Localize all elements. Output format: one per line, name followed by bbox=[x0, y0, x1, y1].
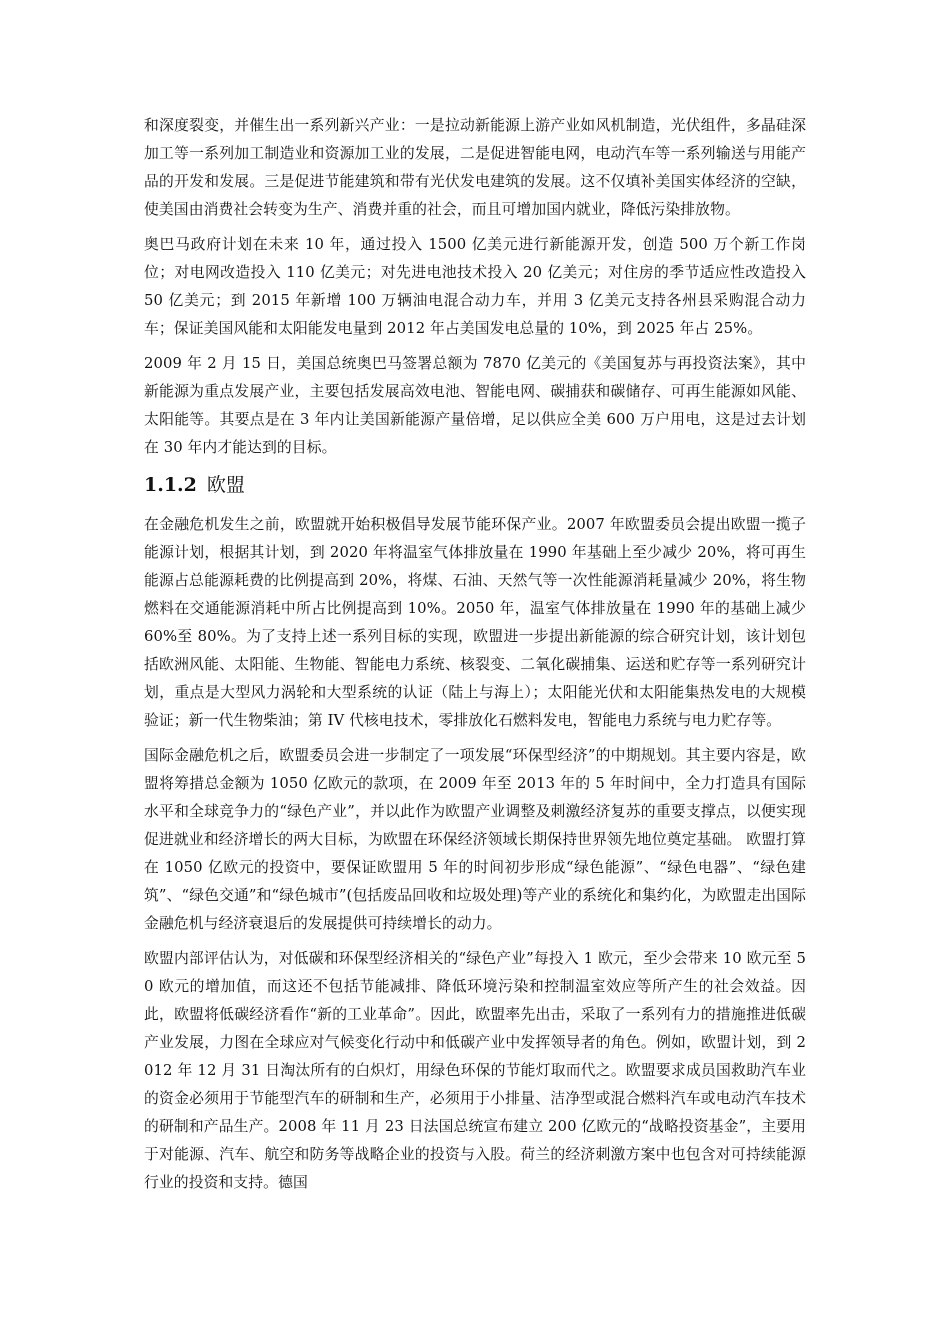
section-number: 1.1.2 bbox=[144, 474, 197, 496]
section-heading bbox=[144, 469, 806, 501]
paragraph-eu-low-carbon: 欧盟内部评估认为，对低碳和环保型经济相关的“绿色产业”每投入 1 欧元，至少会带来 10 欧元至 50 欧元的增加值，而这还不包括节能减排、降低环境污染和控制温室效应等所产生的社会效益。因此，欧盟将低碳经济看作“新的工业革命”。因此，欧盟率先出击，采取了一系列有力的措施推进低碳产业发展，力图在全球应对气候变化行动中和低碳产业中发挥领导者的角色。例如，欧盟计划，到 2012 年 12 月 31 日淘汰所有的白炽灯，用绿色环保的节能灯取而代之。欧盟要求成员国救助汽车业的资金必须用于节能型汽车的研制和生产，必须用于小排量、洁净型或混合燃料汽车或电动汽车技术的研制和产品生产。2008 年 11 月 23 日法国总统宣布建立 200 亿欧元的“战略投资基金”，主要用于对能源、汽车、航空和防务等战略企业的投资与入股。荷兰的经济刺激方案中也包含对可持续能源行业的投资和支持。德国 bbox=[144, 950, 806, 1191]
paragraph-obama-plan: 奥巴马政府计划在未来 10 年，通过投入 1500 亿美元进行新能源开发，创造 500 万个新工作岗位；对电网改造投入 110 亿美元；对先进电池技术投入 20 亿美元；对住房的季节适应性改造投入 50 亿美元；到 2015 年新增 100 万辆油电混合动力车，并用 3 亿美元支持各州县采购混合动力车；保证美国风能和太阳能发电量到 2012 年占美国发电总量的 10%，到 2025 年占 25%。 bbox=[144, 236, 806, 337]
paragraph-us-industries: 和深度裂变，并催生出一系列新兴产业：一是拉动新能源上游产业如风机制造，光伏组件，多晶硅深加工等一系列加工制造业和资源加工业的发展，二是促进智能电网，电动汽车等一系列输送与用能产品的开发和发展。三是促进节能建筑和带有光伏发电建筑的发展。这不仅填补美国实体经济的空缺，使美国由消费社会转变为生产、消费并重的社会，而且可增加国内就业，降低污染排放物。 bbox=[144, 117, 806, 218]
paragraph-eu-green-economy: 国际金融危机之后，欧盟委员会进一步制定了一项发展“环保型经济”的中期规划。其主要内容是，欧盟将筹措总金额为 1050 亿欧元的款项，在 2009 年至 2013 年的 5 年时间中，全力打造具有国际水平和全球竞争力的“绿色产业”，并以此作为欧盟产业调整及刺激经济复苏的重要支撑点，以便实现促进就业和经济增长的两大目标，为欧盟在环保经济领域长期保持世界领先地位奠定基础。 欧盟打算在 1050 亿欧元的投资中，要保证欧盟用 5 年的时间初步形成“绿色能源”、“绿色电器”、“绿色建筑”、“绿色交通”和“绿色城市”(包括废品回收和垃圾处理)等产业的系统化和集约化，为欧盟走出国际金融危机与经济衰退后的发展提供可持续增长的动力。 bbox=[144, 747, 806, 932]
section-title: 欧盟 bbox=[206, 474, 245, 496]
paragraph-recovery-act: 2009 年 2 月 15 日，美国总统奥巴马签署总额为 7870 亿美元的《美国复苏与再投资法案》，其中新能源为重点发展产业，主要包括发展高效电池、智能电网、碳捕获和碳储存、可再生能源如风能、太阳能等。其要点是在 3 年内让美国新能源产量倍增，足以供应全美 600 万户用电，这是过去计划在 30 年内才能达到的目标。 bbox=[144, 355, 806, 456]
document-page bbox=[144, 112, 806, 1204]
paragraph-eu-energy-plan: 在金融危机发生之前，欧盟就开始积极倡导发展节能环保产业。2007 年欧盟委员会提出欧盟一揽子能源计划，根据其计划，到 2020 年将温室气体排放量在 1990 年基础上至少减少 20%，将可再生能源占总能源耗费的比例提高到 20%，将煤、石油、天然气等一次性能源消耗量减少 20%，将生物燃料在交通能源消耗中所占比例提高到 10%。2050 年，温室气体排放量在 1990 年的基础上减少 60%至 80%。为了支持上述一系列目标的实现，欧盟进一步提出新能源的综合研究计划，该计划包括欧洲风能、太阳能、生物能、智能电力系统、核裂变、二氧化碳捕集、运送和贮存等一系列研究计划，重点是大型风力涡轮和大型系统的认证（陆上与海上）；太阳能光伏和太阳能集热发电的大规模验证；新一代生物柴油；第 IV 代核电技术，零排放化石燃料发电，智能电力系统与电力贮存等。 bbox=[144, 516, 806, 729]
